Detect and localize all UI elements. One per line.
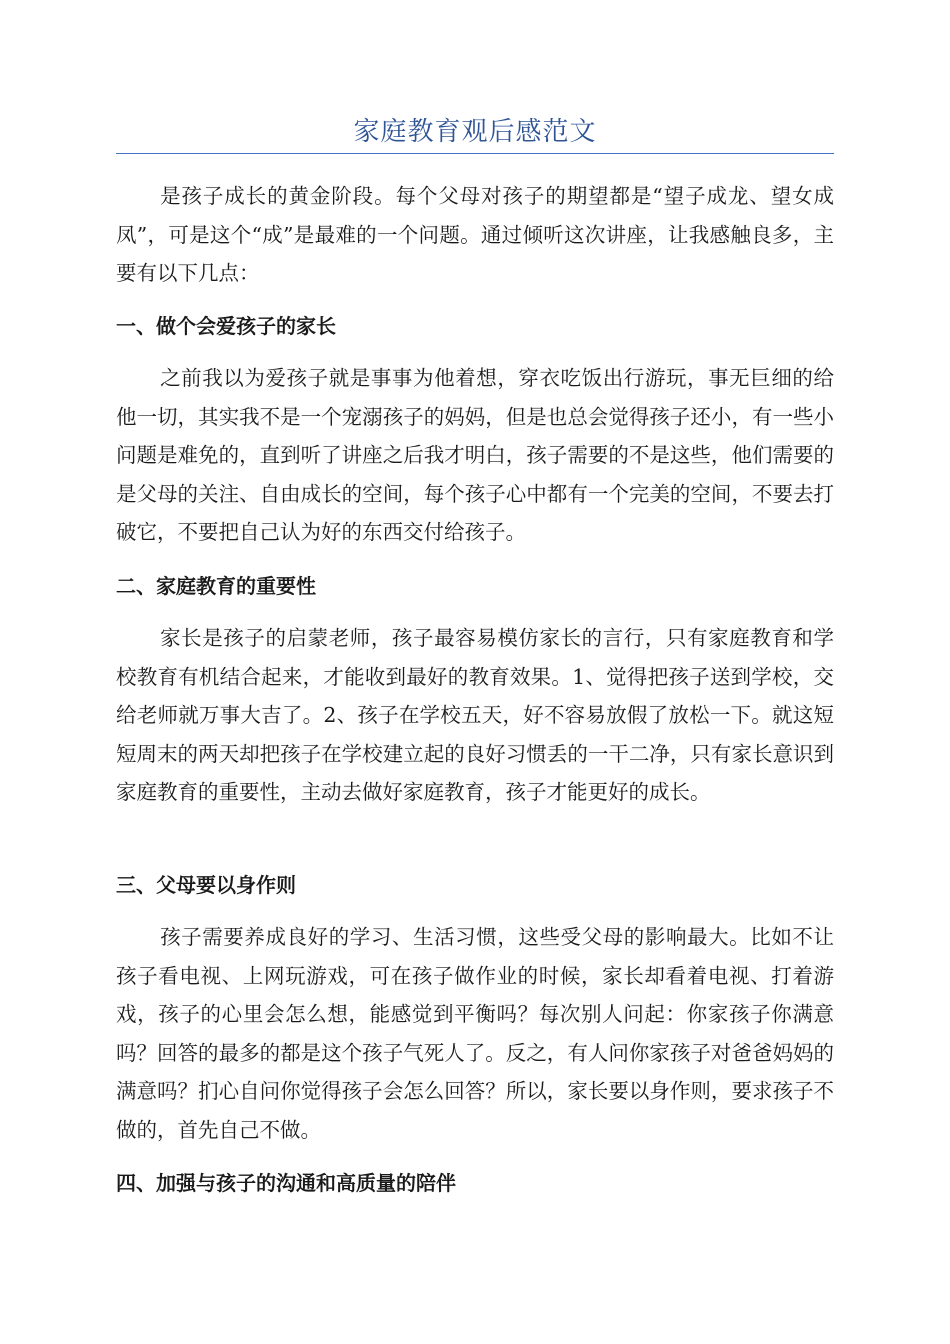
document-title: 家庭教育观后感范文 (353, 117, 597, 147)
intro-paragraph: 是孩子成长的黄金阶段。每个父母对孩子的期望都是“望子成龙、望女成凤”，可是这个“成”是最难的一个问题。通过倾听这次讲座，让我感触良多，主要有以下几点： (116, 184, 834, 285)
title-underline (116, 153, 834, 154)
section-3-body: 孩子需要养成良好的学习、生活习惯，这些受父母的影响最大。比如不让孩子看电视、上网玩游戏，可在孩子做作业的时候，家长却看着电视、打着游戏，孩子的心里会怎么想，能感觉到平衡吗？每次别人问起：你家孩子你满意吗？回答的最多的都是这个孩子气死人了。反之，有人问你家孩子对爸爸妈妈的满意吗？扪心自问你觉得孩子会怎么回答？所以，家长要以身作则，要求孩子不做的，首先自己不做。 (116, 925, 834, 1142)
section-1-body: 之前我以为爱孩子就是事事为他着想，穿衣吃饭出行游玩，事无巨细的给他一切，其实我不是一个宠溺孩子的妈妈，但是也总会觉得孩子还小，有一些小问题是难免的，直到听了讲座之后我才明白，孩子需要的不是这些，他们需要的是父母的关注、自由成长的空间，每个孩子心中都有一个完美的空间，不要去打破它，不要把自己认为好的东西交付给孩子。 (116, 366, 834, 544)
section-4-heading: 四、加强与孩子的沟通和高质量的陪伴 (116, 1171, 456, 1195)
section-2-heading: 二、家庭教育的重要性 (116, 574, 316, 598)
section-3-heading: 三、父母要以身作则 (116, 873, 296, 897)
section-1-heading: 一、做个会爱孩子的家长 (116, 314, 336, 338)
section-2-body: 家长是孩子的启蒙老师，孩子最容易模仿家长的言行，只有家庭教育和学校教育有机结合起来，才能收到最好的教育效果。1、觉得把孩子送到学校，交给老师就万事大吉了。2、孩子在学校五天，好不容易放假了放松一下。就这短短周末的两天却把孩子在学校建立起的良好习惯丢的一干二净，只有家长意识到家庭教育的重要性，主动去做好家庭教育，孩子才能更好的成长。 (116, 626, 834, 804)
